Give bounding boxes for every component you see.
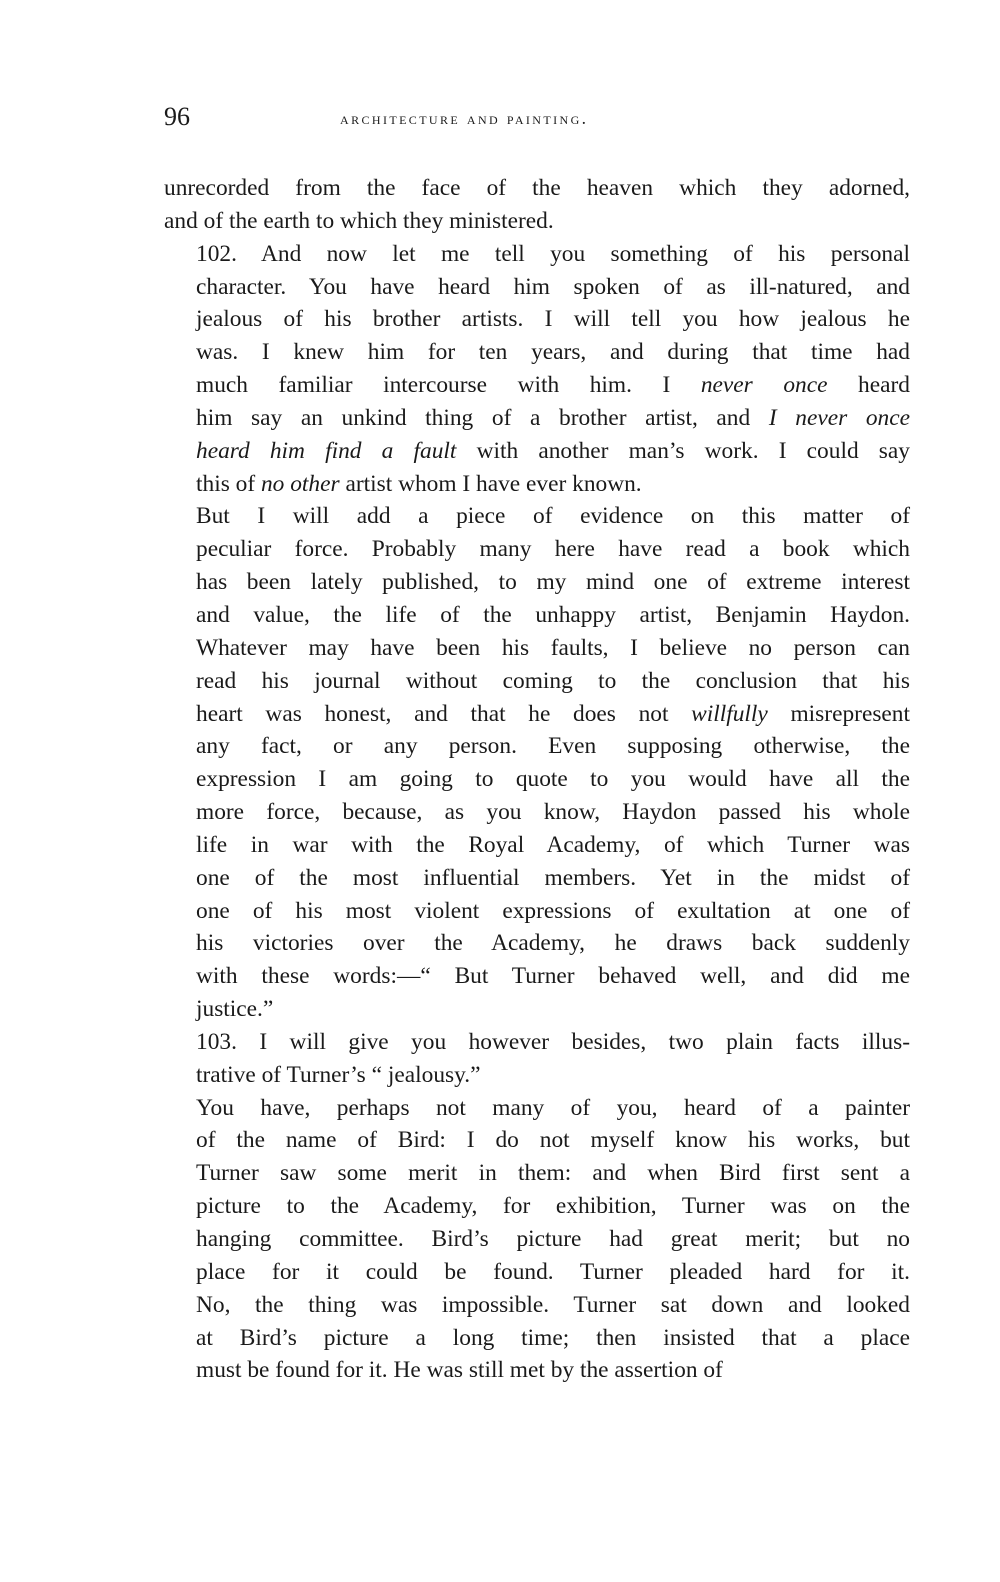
text-line (164, 763, 910, 796)
text-line (164, 1354, 910, 1387)
text-line (164, 435, 910, 468)
text-segment: No, the thing was impossible. Turner sat down and looked (196, 1291, 910, 1318)
text-segment: of the name of Bird: I do not myself know his works, but (196, 1127, 910, 1154)
running-head (164, 102, 910, 142)
text-segment: one of the most influential members. Yet in the midst of (196, 864, 910, 891)
text-segment: read his journal without coming to the conclusion that his (196, 667, 910, 694)
text-line (164, 1124, 910, 1157)
paragraph (164, 1092, 910, 1388)
text-line (164, 960, 910, 993)
italic-text: heard him find a fault (196, 437, 457, 464)
text-segment: justice.” (196, 996, 274, 1023)
text-line (164, 205, 910, 238)
text-line (164, 238, 910, 271)
text-segment: and value, the life of the unhappy artist, Benjamin Haydon. (196, 601, 910, 628)
body-text (164, 172, 910, 1387)
text-line (164, 829, 910, 862)
text-line (164, 927, 910, 960)
text-segment: Turner saw some merit in them: and when Bird first sent a (196, 1160, 910, 1187)
text-segment: Whatever may have been his faults, I believe no person can (196, 634, 910, 661)
book-page (164, 102, 910, 1387)
text-segment: must be found for it. He was still met by the assertion of (196, 1357, 723, 1384)
text-segment: 103. I will give you however besides, two plain facts illus- (196, 1028, 910, 1055)
text-line (164, 698, 910, 731)
text-segment: hanging committee. Bird’s picture had great merit; but no (196, 1226, 910, 1252)
text-segment: and of the earth to which they ministered. (164, 207, 554, 234)
text-segment: one of his most violent expressions of exultation at one of (196, 897, 910, 924)
text-segment: jealous of his brother artists. I will tell you how jealous he (196, 306, 910, 333)
text-segment: at Bird’s picture a long time; then insisted that a place (196, 1324, 910, 1351)
paragraph (164, 1026, 910, 1092)
paragraph (164, 238, 910, 501)
text-segment: 102. And now let me tell you something of his personal (196, 240, 910, 267)
italic-text: willfully (691, 700, 768, 727)
text-line (164, 303, 910, 336)
text-segment: any fact, or any person. Even supposing otherwise, the (196, 733, 910, 760)
page-number: 96 (164, 102, 190, 131)
text-line (164, 1256, 910, 1289)
running-title: architecture and painting. (340, 108, 589, 128)
text-line (164, 895, 910, 928)
text-segment: heard (827, 372, 910, 399)
text-segment: with these words:—“ But Turner behaved well, and did me (196, 963, 910, 990)
text-segment: his victories over the Academy, he draws back suddenly (196, 930, 910, 957)
text-segment: picture to the Academy, for exhibition, Turner was on the (196, 1193, 910, 1220)
text-line (164, 1092, 910, 1125)
text-line (164, 1322, 910, 1355)
text-line (164, 271, 910, 304)
text-line (164, 1059, 910, 1092)
text-segment: was. I knew him for ten years, and during that time had (196, 339, 910, 366)
text-line (164, 468, 910, 501)
text-segment: unrecorded from the face of the heaven which they adorned, (164, 175, 910, 201)
text-line (164, 730, 910, 763)
text-line (164, 402, 910, 435)
text-line (164, 172, 910, 205)
text-segment: misrepresent (767, 700, 910, 727)
text-line (164, 566, 910, 599)
text-line (164, 1026, 910, 1059)
text-segment: artist whom I have ever known. (339, 470, 642, 497)
text-segment: peculiar force. Probably many here have read a book which (196, 536, 910, 563)
paragraph (164, 172, 910, 238)
text-line (164, 796, 910, 829)
text-segment: trative of Turner’s “ jealousy.” (196, 1061, 481, 1088)
text-line (164, 599, 910, 632)
text-segment: You have, perhaps not many of you, heard of a painter (196, 1094, 910, 1121)
italic-text: I never once (768, 404, 910, 431)
text-line (164, 369, 910, 402)
text-segment: much familiar intercourse with him. I (196, 372, 701, 399)
text-segment: more force, because, as you know, Haydon passed his whole (196, 799, 910, 826)
text-segment: But I will add a piece of evidence on this matter of (196, 503, 910, 530)
text-line (164, 632, 910, 665)
text-segment: character. You have heard him spoken of as ill-natured, and (196, 273, 910, 300)
italic-text: no other (260, 470, 340, 497)
text-segment: him say an unkind thing of a brother artist, and (196, 404, 769, 431)
text-segment: heart was honest, and that he does not (196, 700, 692, 727)
text-line (164, 336, 910, 369)
text-line (164, 665, 910, 698)
text-segment: has been lately published, to my mind one of extreme interest (196, 569, 910, 596)
text-line (164, 1289, 910, 1322)
text-segment: expression I am going to quote to you would have all the (196, 766, 910, 793)
text-line (164, 1223, 910, 1256)
text-line (164, 862, 910, 895)
text-segment: place for it could be found. Turner pleaded hard for it. (196, 1258, 910, 1285)
text-line (164, 1157, 910, 1190)
italic-text: never once (700, 372, 828, 399)
text-segment: this of (196, 470, 261, 497)
text-line (164, 500, 910, 533)
paragraph (164, 500, 910, 1026)
text-segment: with another man’s work. I could say (456, 437, 910, 464)
text-line (164, 1190, 910, 1223)
text-line (164, 533, 910, 566)
text-segment: life in war with the Royal Academy, of which Turner was (196, 831, 910, 858)
text-line (164, 993, 910, 1026)
